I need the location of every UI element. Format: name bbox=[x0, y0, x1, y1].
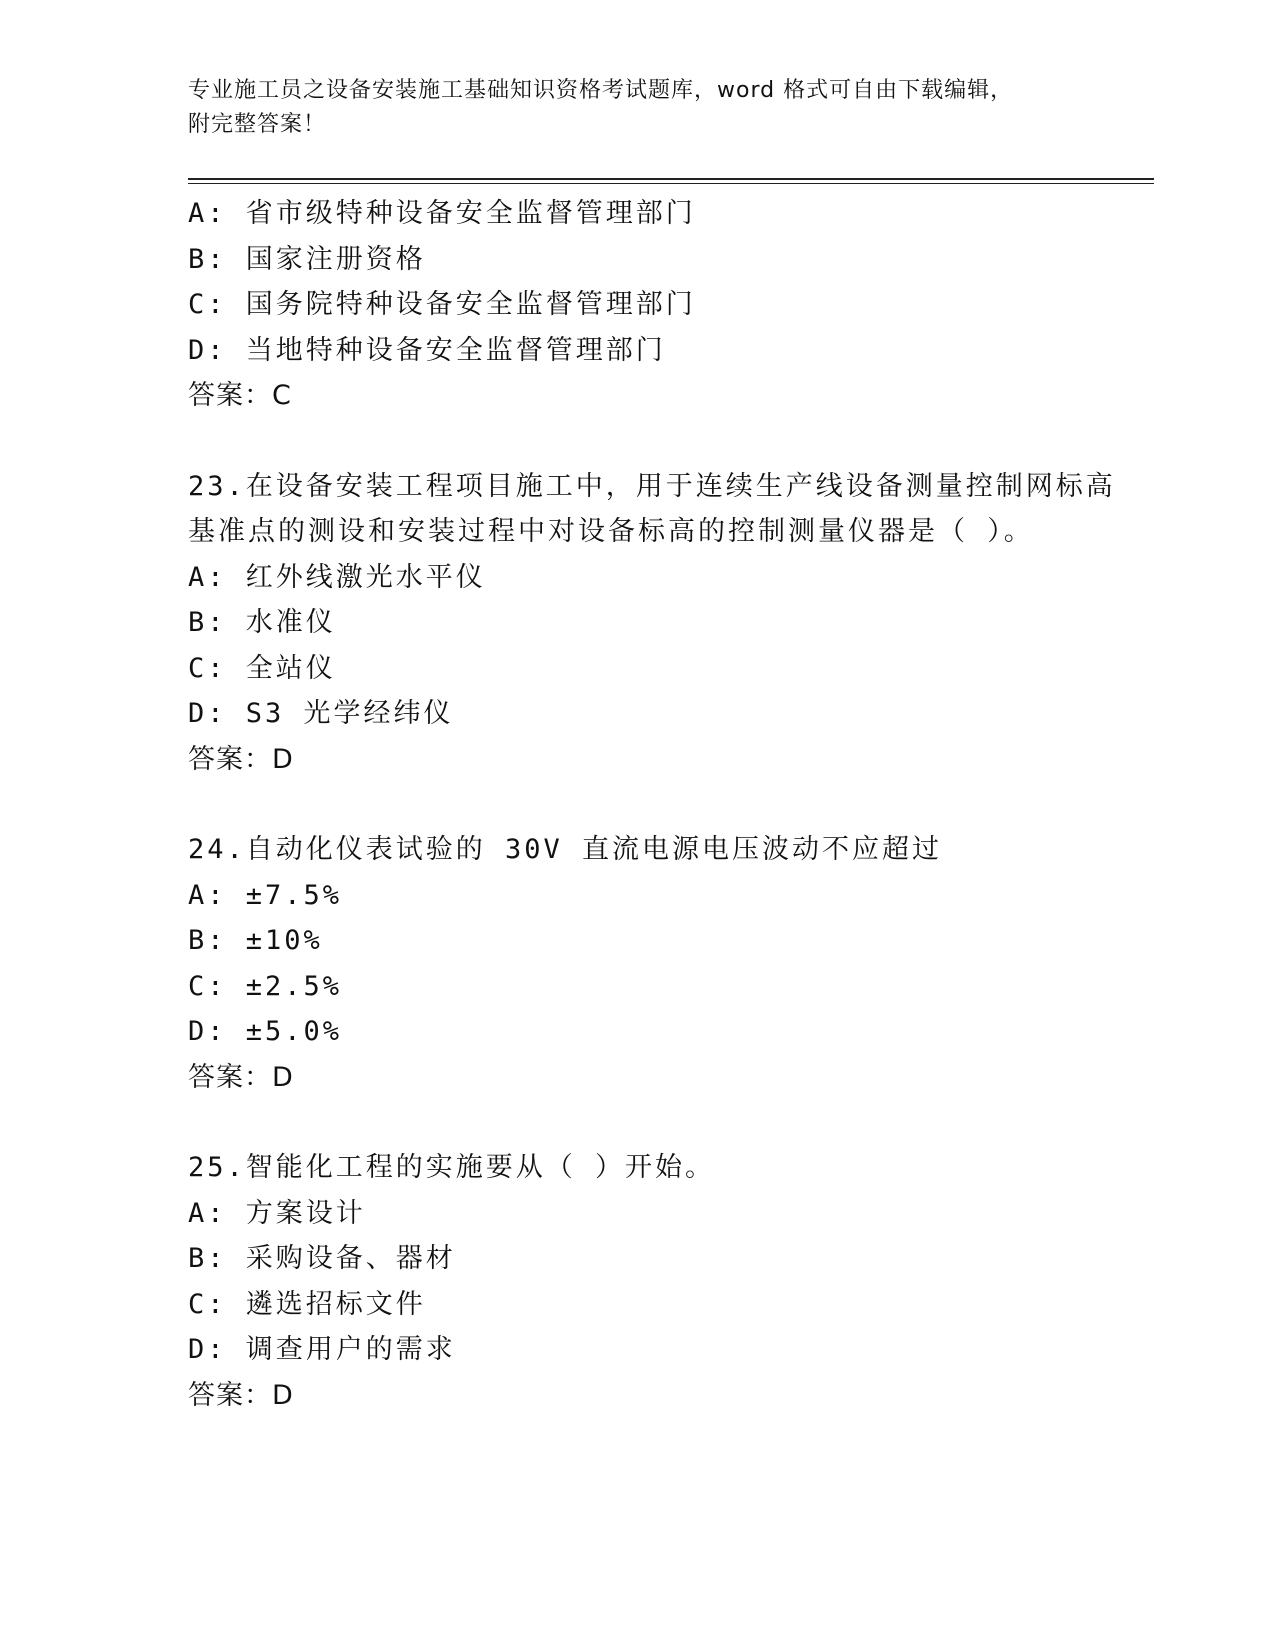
option-c: C: 遴选招标文件 bbox=[188, 1288, 426, 1320]
document-header bbox=[188, 74, 1088, 142]
option-b: B: ±10% bbox=[188, 925, 323, 956]
option-b: B: 水准仪 bbox=[188, 607, 336, 638]
question-block bbox=[188, 1145, 1154, 1418]
header-divider-thick bbox=[188, 178, 1154, 180]
option-a: A: 方案设计 bbox=[188, 1197, 366, 1229]
option-a: A: 省市级特种设备安全监督管理部门 bbox=[188, 198, 696, 229]
option-d: D: 调查用户的需求 bbox=[188, 1334, 456, 1365]
question-text-line-1: 25.智能化工程的实施要从（ ）开始。 bbox=[188, 1152, 716, 1183]
option-d: D: S3 光学经纬仪 bbox=[188, 698, 454, 729]
header-line-2: 附完整答案！ bbox=[188, 112, 327, 137]
option-b: B: 国家注册资格 bbox=[188, 243, 426, 275]
answer-line: 答案：D bbox=[188, 743, 294, 775]
question-block bbox=[188, 191, 1154, 419]
answer-line: 答案：C bbox=[188, 380, 292, 411]
question-block bbox=[188, 464, 1154, 783]
question-text-line-1: 24.自动化仪表试验的 30V 直流电源电压波动不应超过 bbox=[188, 834, 943, 865]
answer-line: 答案：D bbox=[188, 1379, 294, 1411]
question-list bbox=[188, 191, 1154, 1418]
option-c: C: 国务院特种设备安全监督管理部门 bbox=[188, 289, 696, 320]
answer-line: 答案：D bbox=[188, 1061, 294, 1093]
header-line-1: 专业施工员之设备安装施工基础知识资格考试题库，word 格式可自由下载编辑， bbox=[188, 78, 1014, 103]
option-c: C: 全站仪 bbox=[188, 652, 336, 684]
option-d: D: ±5.0% bbox=[188, 1016, 343, 1047]
option-c: C: ±2.5% bbox=[188, 970, 343, 1002]
header-divider-thin bbox=[188, 183, 1154, 184]
question-text-line-2: 基准点的测设和安装过程中对设备标高的控制测量仪器是（ ）。 bbox=[188, 516, 1034, 547]
question-block bbox=[188, 827, 1154, 1100]
question-text-line-1: 23.在设备安装工程项目施工中，用于连续生产线设备测量控制网标高 bbox=[188, 470, 1116, 502]
option-a: A: 红外线激光水平仪 bbox=[188, 561, 486, 593]
option-a: A: ±7.5% bbox=[188, 879, 343, 911]
option-d: D: 当地特种设备安全监督管理部门 bbox=[188, 334, 666, 366]
option-b: B: 采购设备、器材 bbox=[188, 1243, 456, 1274]
